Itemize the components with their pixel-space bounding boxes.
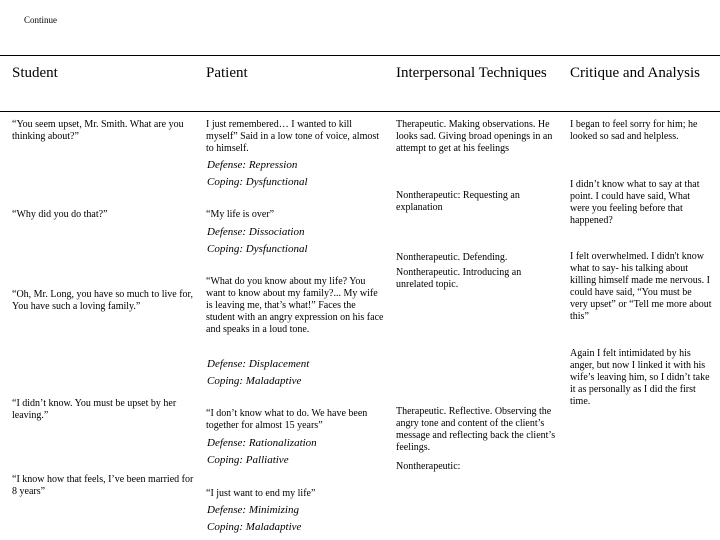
- student-statement-1: “You seem upset, Mr. Smith. What are you thinking about?”: [12, 119, 184, 142]
- patient-defense-1: Defense: Repression: [207, 159, 298, 171]
- student-statement-4: “I didn’t know. You must be upset by her leaving.”: [12, 398, 177, 421]
- technique-6: Nontherapeutic:: [396, 461, 461, 472]
- patient-defense-2: Defense: Dissociation: [207, 226, 305, 238]
- table-top-border: [0, 55, 720, 56]
- patient-defense-3: Defense: Displacement: [207, 358, 310, 370]
- patient-coping-3: Coping: Maladaptive: [207, 375, 302, 387]
- critique-1: I began to feel sorry for him; he looked so sad and helpless.: [570, 119, 698, 142]
- patient-response-1: I just remembered… I wanted to kill myself” Said in a low tone of voice, almost to himself.: [206, 119, 380, 154]
- critique-2: I didn’t know what to say at that point. I could have said, What were you feeling before that happened?: [570, 179, 700, 226]
- patient-coping-5: Coping: Maladaptive: [207, 521, 302, 533]
- patient-defense-4: Defense: Rationalization: [207, 437, 317, 449]
- student-statement-2: “Why did you do that?”: [12, 209, 108, 220]
- patient-response-3: “What do you know about my life? You want to know about my family?... My wife is leaving me, that’s what!” Faces the student with an angry expression on his face and speaks in a loud tone.: [206, 276, 384, 335]
- patient-response-4: “I don’t know what to do. We have been together for almost 15 years”: [206, 408, 368, 431]
- patient-response-2: “My life is over”: [206, 209, 275, 220]
- critique-3: I felt overwhelmed. I didn't know what to say- his talking about killing himself made me nervous. I could have said, “You must be very upset” or “Tell me more about this”: [570, 251, 712, 322]
- technique-5: Therapeutic. Reflective. Observing the angry tone and content of the client’s message and reflecting back the client’s feelings.: [396, 406, 556, 453]
- patient-defense-5: Defense: Minimizing: [207, 504, 299, 516]
- page-label: Continue: [24, 15, 57, 25]
- technique-4: Nontherapeutic. Introducing an unrelated topic.: [396, 267, 522, 290]
- header-student: Student: [12, 65, 58, 81]
- header-techniques: Interpersonal Techniques: [396, 65, 547, 81]
- critique-4: Again I felt intimidated by his anger, but now I linked it with his wife’s leaving him, so I didn’t take it as personally as I did the first time.: [570, 348, 710, 407]
- patient-coping-4: Coping: Palliative: [207, 454, 289, 466]
- patient-coping-2: Coping: Dysfunctional: [207, 243, 308, 255]
- patient-coping-1: Coping: Dysfunctional: [207, 176, 308, 188]
- student-statement-3: “Oh, Mr. Long, you have so much to live for, You have such a loving family.”: [12, 289, 193, 312]
- patient-response-5: “I just want to end my life”: [206, 488, 316, 499]
- header-critique: Critique and Analysis: [570, 65, 700, 81]
- technique-1: Therapeutic. Making observations. He looks sad. Giving broad openings in an attempt to get at his feelings: [396, 119, 553, 154]
- technique-3: Nontherapeutic. Defending.: [396, 252, 508, 263]
- header-bottom-border: [0, 111, 720, 112]
- student-statement-5: “I know how that feels, I’ve been married for 8 years”: [12, 474, 194, 497]
- header-patient: Patient: [206, 65, 248, 81]
- technique-2: Nontherapeutic: Requesting an explanation: [396, 190, 520, 213]
